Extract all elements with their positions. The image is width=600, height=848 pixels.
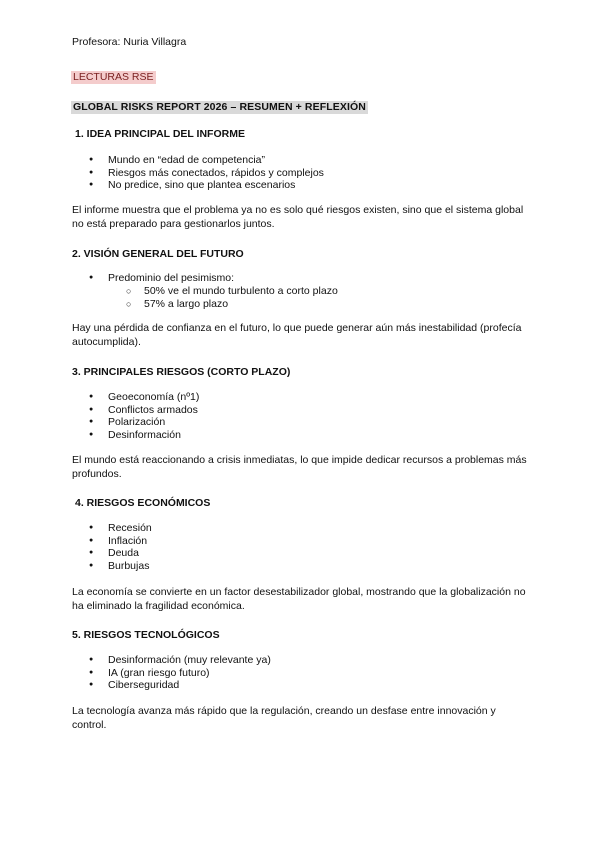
list-item: ● Desinformación [0, 429, 199, 442]
list-item: ● IA (gran riesgo futuro) [0, 667, 271, 680]
list-item: ● Riesgos más conectados, rápidos y complejos [0, 167, 324, 180]
list-item: ● No predice, sino que plantea escenarios [0, 179, 324, 192]
section-1-paragraph: El informe muestra que el problema ya no es solo qué riesgos existen, sino que el sistema global no está preparado para gestionarlos juntos. [72, 204, 524, 230]
section-4-bullet-list [0, 522, 152, 573]
list-item: ● Conflictos armados [0, 404, 199, 417]
sub-list-item: ○ 50% ve el mundo turbulento a corto plazo [0, 285, 338, 298]
section-5-bullet-list [0, 654, 271, 692]
list-item: ● Geoeconomía (nº1) [0, 391, 199, 404]
list-item: ● Predominio del pesimismo: [0, 272, 234, 285]
section-3-bullet-list [0, 391, 199, 442]
list-item: ● Deuda [0, 547, 152, 560]
section-5-paragraph: La tecnología avanza más rápido que la regulación, creando un desfase entre innovación y control. [72, 705, 496, 731]
list-item: ● Recesión [0, 522, 152, 535]
section-3-paragraph: El mundo está reaccionando a crisis inmediatas, lo que impide dedicar recursos a problemas más profundos. [72, 454, 527, 480]
report-title: GLOBAL RISKS REPORT 2026 – RESUMEN + REFLEXIÓN [73, 101, 366, 113]
section-heading-4: 4. RIESGOS ECONÓMICOS [75, 497, 211, 509]
section-2-sub-bullet-list [0, 285, 338, 311]
course-tag: LECTURAS RSE [73, 71, 154, 83]
list-item: ● Polarización [0, 416, 199, 429]
teacher-line: Profesora: Nuria Villagra [72, 36, 187, 48]
section-4-paragraph: La economía se convierte en un factor desestabilizador global, mostrando que la globalización no ha eliminado la fragilidad económica. [72, 586, 526, 612]
section-heading-1: 1. IDEA PRINCIPAL DEL INFORME [75, 128, 245, 140]
list-item: ● Burbujas [0, 560, 152, 573]
list-item: ● Inflación [0, 535, 152, 548]
section-heading-2: 2. VISIÓN GENERAL DEL FUTURO [72, 248, 244, 260]
section-heading-5: 5. RIESGOS TECNOLÓGICOS [72, 629, 220, 641]
section-2-paragraph: Hay una pérdida de confianza en el futuro, lo que puede generar aún más inestabilidad (profecía autocumplida). [72, 322, 522, 348]
list-item: ● Desinformación (muy relevante ya) [0, 654, 271, 667]
list-item: ● Mundo en “edad de competencia” [0, 154, 324, 167]
list-item: ● Ciberseguridad [0, 679, 271, 692]
section-1-bullet-list [0, 154, 324, 192]
section-2-bullet-list [0, 272, 234, 285]
sub-list-item: ○ 57% a largo plazo [0, 298, 338, 311]
section-heading-3: 3. PRINCIPALES RIESGOS (CORTO PLAZO) [72, 366, 291, 378]
